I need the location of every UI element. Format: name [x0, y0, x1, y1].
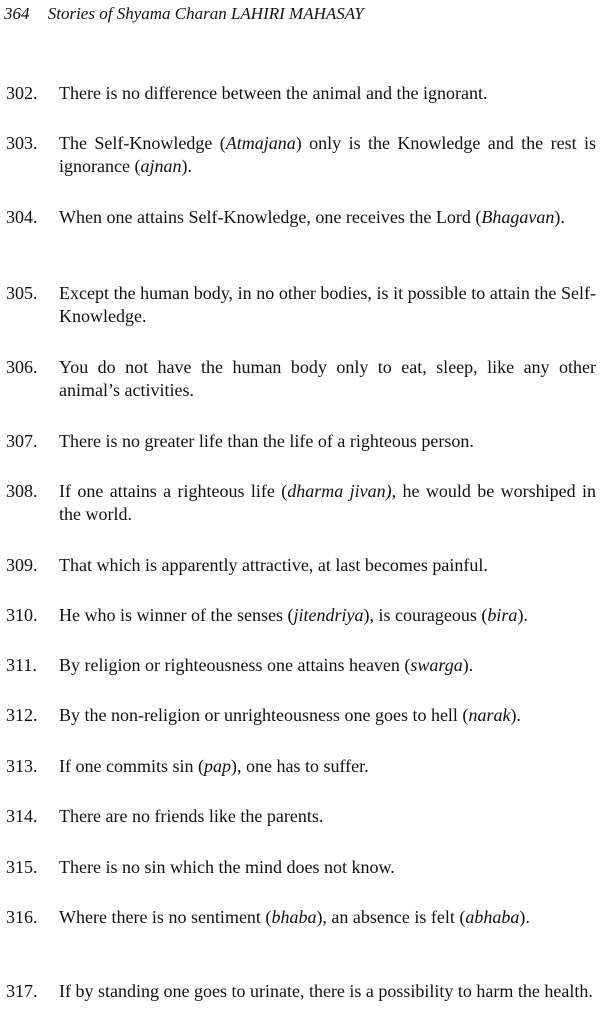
entry-number: 317. — [6, 981, 38, 1001]
entry-number: 302. — [6, 83, 38, 103]
entry-number: 310. — [6, 605, 38, 625]
entry-316 — [6, 906, 596, 929]
entry-317 — [6, 980, 596, 1003]
entry-text: By religion or righteousness one attains heaven (swarga). — [59, 655, 474, 675]
entry-312 — [6, 704, 596, 727]
entry-text: When one attains Self-Knowledge, one receives the Lord (Bhagavan). — [59, 207, 565, 227]
entry-313 — [6, 755, 596, 778]
italic-term: bhaba — [271, 907, 317, 927]
italic-term: Bhagavan — [481, 207, 555, 227]
entry-text: The Self-Knowledge (Atmajana) only is the Knowledge and the rest is ignorance (ajnan). — [59, 133, 596, 176]
entry-number: 315. — [6, 857, 38, 877]
entry-number: 305. — [6, 283, 38, 303]
entry-text: There is no greater life than the life of a righteous person. — [59, 431, 474, 451]
entry-number: 311. — [6, 655, 37, 675]
entry-text: If one commits sin (pap), one has to suffer. — [59, 756, 369, 776]
entry-310 — [6, 604, 596, 627]
page-number: 364 — [4, 4, 30, 23]
italic-term: pap — [203, 756, 231, 776]
entry-text: You do not have the human body only to eat, sleep, like any other animal’s activities. — [59, 357, 596, 400]
entry-308 — [6, 480, 596, 526]
entry-number: 316. — [6, 907, 38, 927]
entry-number: 313. — [6, 756, 38, 776]
italic-term: dharma jivan) — [287, 481, 392, 501]
entry-302 — [6, 82, 596, 105]
entry-314 — [6, 805, 596, 828]
page-header — [4, 4, 364, 24]
italic-term: swarga — [410, 655, 463, 675]
italic-term: abhaba — [465, 907, 520, 927]
entry-number: 309. — [6, 555, 38, 575]
italic-term: bira — [487, 605, 518, 625]
entry-number: 307. — [6, 431, 38, 451]
entry-text: There is no difference between the animal and the ignorant. — [59, 83, 488, 103]
entry-text: There are no friends like the parents. — [59, 806, 324, 826]
entry-number: 304. — [6, 207, 38, 227]
italic-term: Atmajana — [225, 133, 296, 153]
italic-term: jitendriya — [293, 605, 364, 625]
entry-number: 306. — [6, 357, 38, 377]
entry-305 — [6, 282, 596, 328]
entry-number: 314. — [6, 806, 38, 826]
entry-315 — [6, 856, 596, 879]
entry-text: There is no sin which the mind does not know. — [59, 857, 395, 877]
entry-307 — [6, 430, 596, 453]
entry-text: That which is apparently attractive, at last becomes painful. — [59, 555, 488, 575]
entry-309 — [6, 554, 596, 577]
entry-number: 308. — [6, 481, 38, 501]
entry-text: If one attains a righteous life (dharma jivan), he would be worshiped in the world. — [59, 481, 596, 524]
entry-number: 303. — [6, 133, 38, 153]
entry-number: 312. — [6, 705, 38, 725]
entry-text: He who is winner of the senses (jitendriya), is courageous (bira). — [59, 605, 528, 625]
entry-text: Where there is no sentiment (bhaba), an absence is felt (abhaba). — [59, 907, 530, 927]
entry-306 — [6, 356, 596, 402]
entry-text: Except the human body, in no other bodies, is it possible to attain the Self-Knowledge. — [59, 283, 596, 326]
entry-304 — [6, 206, 596, 229]
entry-303 — [6, 132, 596, 178]
italic-term: narak — [468, 705, 511, 725]
entry-text: By the non-religion or unrighteousness one goes to hell (narak). — [59, 705, 521, 725]
entry-text: If by standing one goes to urinate, there is a possibility to harm the health. — [59, 981, 593, 1001]
italic-term: ajnan — [140, 156, 182, 176]
entry-311 — [6, 654, 596, 677]
running-title: Stories of Shyama Charan LAHIRI MAHASAY — [47, 4, 364, 23]
